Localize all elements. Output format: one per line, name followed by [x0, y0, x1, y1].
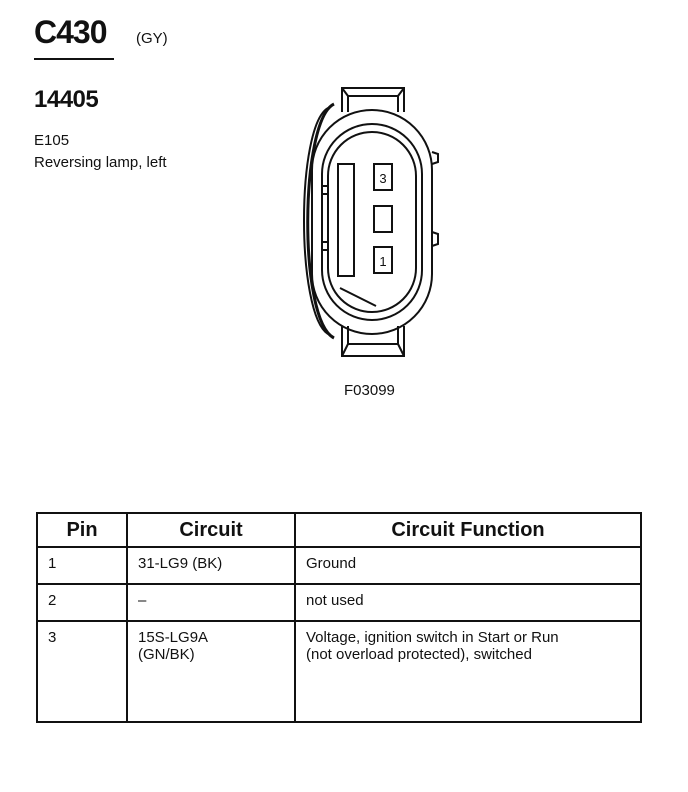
- connector-id-underline: [34, 58, 114, 60]
- circuit-cell: [127, 584, 295, 621]
- connector-id: C430: [34, 14, 107, 50]
- component-code: E105: [34, 132, 70, 149]
- function-line: (not overload protected), switched: [306, 646, 532, 663]
- circuit-cell: [127, 621, 295, 722]
- circuit-cell: [127, 547, 295, 584]
- table-row: [37, 547, 641, 584]
- connector-color: (GY): [136, 30, 168, 47]
- function-line: not used: [306, 592, 364, 609]
- component-description: Reversing lamp, left: [34, 154, 167, 171]
- table-header-row: [37, 513, 641, 547]
- pin-2-cavity: [374, 206, 392, 232]
- function-cell: [295, 584, 641, 621]
- function-cell: [295, 547, 641, 584]
- function-line: Ground: [306, 555, 357, 572]
- table-row: [37, 584, 641, 621]
- figure-code: F03099: [344, 382, 395, 399]
- top-latch-tab: [342, 88, 404, 112]
- header-circuit-function: Circuit Function: [295, 513, 641, 547]
- circuit-line: (GN/BK): [138, 646, 195, 663]
- key-slot: [338, 164, 354, 276]
- pin-cell: 1: [37, 547, 127, 584]
- outer-housing: [312, 110, 432, 334]
- circuit-line: 15S-LG9A: [138, 629, 209, 646]
- function-cell: [295, 621, 641, 722]
- circuit-line: –: [138, 592, 147, 609]
- connector-face-drawing: [290, 82, 450, 367]
- pin-cell: 3: [37, 621, 127, 722]
- header-circuit: Circuit: [127, 513, 295, 547]
- circuit-line: 31-LG9 (BK): [138, 555, 223, 572]
- table-row: [37, 621, 641, 722]
- pin-1-label: 1: [379, 254, 387, 269]
- pin-3-label: 3: [379, 171, 387, 186]
- part-number: 14405: [34, 86, 99, 113]
- pin-table: [36, 512, 642, 723]
- pin-cell: 2: [37, 584, 127, 621]
- function-line: Voltage, ignition switch in Start or Run: [306, 629, 559, 646]
- header-pin: Pin: [37, 513, 127, 547]
